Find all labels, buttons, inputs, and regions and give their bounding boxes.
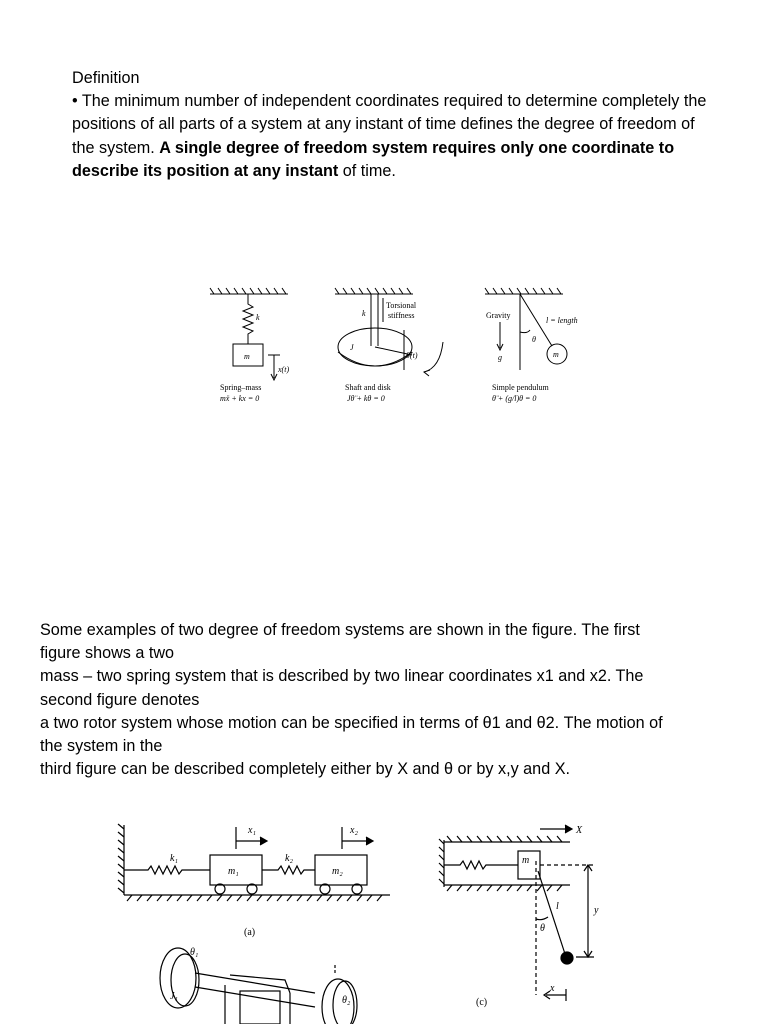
c-label-X: X	[576, 825, 583, 836]
sm-label-m: m	[244, 352, 250, 361]
two-dof-line-2: figure shows a two	[40, 644, 175, 663]
c-label-y: y	[594, 905, 599, 916]
two-dof-line-3: mass – two spring system that is described by two linear coordinates x1 and x2. The	[40, 667, 644, 686]
bullet: •	[72, 92, 78, 111]
sd-caption: Shaft and disk	[345, 383, 391, 392]
sd-label-theta: θ(t)	[406, 351, 418, 360]
b-label-theta2: θ₂	[342, 995, 351, 1006]
a-label-x1: x₁	[248, 825, 256, 836]
two-dof-line-7: third figure can be described completely either by X and θ or by x,y and X.	[40, 760, 570, 779]
sm-equation: mẍ + kx = 0	[220, 394, 260, 403]
pd-label-theta: θ	[532, 335, 536, 344]
definition-tail: of time.	[338, 161, 396, 180]
a-label-m1: m₁	[228, 866, 239, 877]
definition-bold-text: A single degree of freedom system requires only one coordinate to describe its position at any instant	[72, 138, 675, 180]
b-label-J1: J₁	[170, 991, 178, 1002]
sd-label-J: J	[350, 343, 354, 352]
two-dof-line-4: second figure denotes	[40, 690, 200, 709]
c-label-l: l	[556, 901, 559, 912]
pd-label-length: l = length	[546, 316, 578, 325]
c-label-theta: θ	[540, 923, 545, 934]
a-caption: (a)	[244, 927, 256, 938]
c-caption: (c)	[476, 997, 488, 1008]
two-dof-line-1: Some examples of two degree of freedom systems are shown in the figure. The first	[40, 621, 640, 639]
c-label-m: m	[522, 855, 530, 866]
a-label-k2: k₂	[285, 853, 293, 864]
sd-equation: Jθ̈ + kθ = 0	[347, 394, 385, 403]
sdof-figure	[200, 280, 600, 410]
two-dof-figure	[110, 815, 610, 1024]
definition-heading: Definition	[72, 69, 140, 87]
sd-label-stiffness-1: Torsional	[386, 301, 417, 310]
two-dof-paragraph	[40, 619, 760, 781]
two-dof-line-6: the system in the	[40, 737, 163, 756]
c-label-x: x	[550, 983, 555, 994]
b-label-theta1: θ₁	[190, 947, 199, 958]
sd-label-stiffness-2: stiffness	[388, 311, 415, 320]
a-label-m2: m₂	[332, 866, 343, 877]
definition-paragraph	[72, 67, 712, 183]
pd-label-g: g	[498, 353, 502, 362]
sm-label-x: x(t)	[278, 365, 290, 374]
sd-label-k: k	[362, 309, 366, 318]
pd-equation: θ̈ + (g/l)θ = 0	[492, 394, 537, 403]
pd-label-m: m	[553, 350, 559, 359]
pd-label-gravity: Gravity	[486, 311, 511, 320]
two-dof-line-5: a two rotor system whose motion can be specified in terms of θ1 and θ2. The motion of	[40, 713, 663, 732]
sm-label-k: k	[256, 313, 260, 322]
a-label-k1: k₁	[170, 853, 178, 864]
sm-caption: Spring–mass	[220, 383, 262, 392]
definition-body	[72, 90, 712, 183]
a-label-x2: x₂	[350, 825, 358, 836]
definition-text: The minimum number of independent coordinates required to determine completely the positions of all parts of a system at any instant of time defines the degree of freedom of the system.	[72, 92, 707, 157]
pd-caption: Simple pendulum	[492, 383, 549, 392]
